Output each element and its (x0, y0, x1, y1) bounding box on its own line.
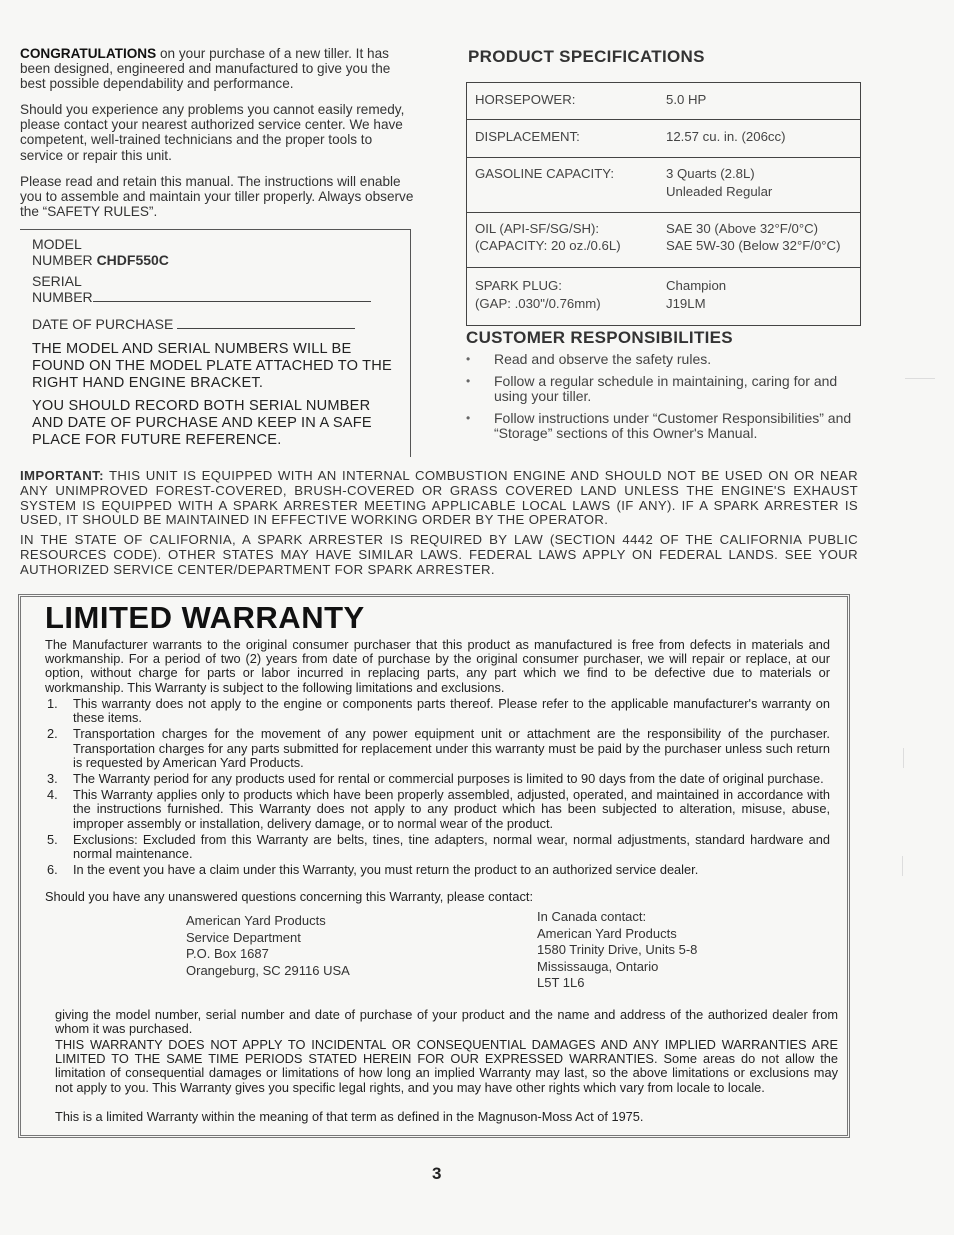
important-notice (20, 469, 858, 528)
date-of-purchase-line (32, 316, 355, 332)
spec-key: DISPLACEMENT: (475, 129, 580, 144)
spec-value-secondary: SAE 5W-30 (Below 32°F/0°C) (666, 238, 841, 253)
important-text: THIS UNIT IS EQUIPPED WITH AN INTERNAL COMBUSTION ENGINE AND SHOULD NOT BE USED ON OR NEAR ANY UNIMPROVED FOREST-COVERED, BRUSH-COVERED OR GRASS COVERED LAND UNLESS THE ENGINE'S EXHAUST SYSTEM IS EQUIPPED WITH A SPARK ARRESTER MEETING APPLICABLE LOCAL LAWS (IF ANY). IF A SPARK ARRESTER IS USED, IT SHOULD BE MAINTAINED IN EFFECTIVE WORKING ORDER BY THE OPERATOR. (20, 468, 859, 528)
spec-key: SPARK PLUG: (475, 278, 562, 293)
spec-row-oil (467, 213, 860, 268)
product-specifications-heading: PRODUCT SPECIFICATIONS (468, 47, 705, 66)
list-item-number: 6. (47, 862, 58, 878)
canada-address (537, 909, 697, 992)
spec-key: HORSEPOWER: (475, 92, 576, 107)
list-item-text: Exclusions: Excluded from this Warranty are belts, tines, tine adapters, normal wear, normal adjustments, standard hardware and normal maintenance. (73, 831, 830, 862)
record-serial-note: YOU SHOULD RECORD BOTH SERIAL NUMBER AND DATE OF PURCHASE AND KEEP IN A SAFE PLACE FOR FUTURE REFERENCE. (32, 398, 372, 448)
spec-value-secondary: Unleaded Regular (666, 184, 773, 199)
spec-value: 3 Quarts (2.8L) (666, 166, 755, 181)
address-line: 1580 Trinity Drive, Units 5-8 (537, 942, 698, 958)
congratulations-label: CONGRATULATIONS (20, 46, 157, 61)
list-item: • Follow a regular schedule in maintaining, caring for and using your tiller. (466, 374, 861, 405)
list-item (45, 788, 830, 831)
address-line: American Yard Products (537, 925, 677, 941)
warranty-giving-details: giving the model number, serial number and date of purchase of your product and the name and address of the authorized dealer from whom it was purchased. (55, 1007, 838, 1037)
scan-speck (902, 856, 903, 876)
list-item-text: This warranty does not apply to the engine or components parts thereof. Please refer to the applicable manufacturer's warranty on these items. (73, 696, 830, 726)
list-item (45, 833, 830, 861)
date-of-purchase-label: DATE OF PURCHASE (32, 316, 174, 332)
spec-key: GASOLINE CAPACITY: (475, 166, 614, 181)
list-item-text: This Warranty applies only to products which have been properly assembled, adjusted, operated, and maintained in accordance with the instructions furnished. This Warranty does not apply to any product which has been subjected to alteration, misuse, abuse, improper assembly or installation, delivery damage, or to normal wear of the product. (73, 787, 830, 831)
specifications-table (466, 82, 861, 326)
model-serial-box (20, 229, 411, 457)
spec-row-horsepower (467, 83, 860, 120)
list-item: • Read and observe the safety rules. (466, 352, 861, 368)
number-label: NUMBER (32, 252, 93, 268)
list-item: • Follow instructions under “Customer Responsibilities” and “Storage” sections of this Owner's Manual. (466, 411, 861, 442)
list-item-number: 5. (47, 831, 58, 847)
serial-label: SERIAL (32, 273, 82, 289)
list-item-text: In the event you have a claim under this Warranty, you must return the product to an authorized service dealer. (73, 862, 699, 878)
spec-value: 5.0 HP (666, 92, 707, 107)
warranty-title: LIMITED WARRANTY (45, 600, 365, 635)
spec-key: OIL (API-SF/SG/SH): (475, 221, 600, 236)
customer-responsibilities-heading: CUSTOMER RESPONSIBILITIES (466, 328, 733, 347)
list-item (45, 863, 830, 877)
responsibilities-list (466, 352, 861, 448)
list-item (45, 727, 830, 770)
spec-key-secondary: (GAP: .030"/0.76mm) (475, 296, 601, 311)
list-item-text: Transportation charges for the movement of any power equipment unit or attachment are the responsibility of the purchaser. Transportation charges for any parts submitted for replacement under this warranty must be paid by the purchaser unless such return is requested by American Yard Products. (73, 726, 830, 770)
list-item (45, 772, 830, 786)
list-item-number: 1. (47, 696, 58, 711)
warranty-questions: Should you have any unanswered questions concerning this Warranty, please contact: (45, 889, 533, 904)
intro-read-manual-paragraph: Please read and retain this manual. The instructions will enable you to assemble and maintain your tiller properly. Always observe the “SAFETY RULES”. (20, 174, 414, 220)
spec-key-secondary: (CAPACITY: 20 oz./0.6L) (475, 238, 621, 253)
list-item-text: The Warranty period for any products used for rental or commercial purposes is limited to 90 days from the date of original purchase. (73, 771, 824, 787)
spec-value: 12.57 cu. in. (206cc) (666, 129, 786, 144)
address-line: L5T 1L6 (537, 975, 585, 991)
list-item-number: 3. (47, 771, 58, 787)
warranty-intro: The Manufacturer warrants to the original consumer purchaser that this product as manufactured is free from defects in materials and workmanship. For a period of two (2) years from date of purchase by the original consumer purchaser, we will repair or replace, at our option, without charge for parts or labor incurred in replacing parts, any part which we find to be defective due to materials or workmanship. This Warranty is subject to the following limitations and exclusions. (45, 637, 830, 695)
spec-value: SAE 30 (Above 32°F/0°C) (666, 221, 819, 236)
model-label: MODEL (32, 236, 82, 252)
serial-number-field[interactable] (93, 289, 371, 302)
address-line: P.O. Box 1687 (186, 946, 269, 962)
address-line: In Canada contact: (537, 909, 647, 924)
congratulations-text: on your purchase of a new tiller. It has been designed, engineered and manufactured to give you the best possible dependability and performance. (20, 46, 391, 92)
model-number: CHDF550C (96, 252, 169, 268)
model-number-line (32, 252, 169, 268)
list-item-number: 2. (47, 726, 58, 742)
california-notice: IN THE STATE OF CALIFORNIA, A SPARK ARRESTER IS REQUIRED BY LAW (SECTION 4442 OF THE CALIFORNIA PUBLIC RESOURCES CODE). OTHER STATES MAY HAVE SIMILAR LAWS. FEDERAL LAWS APPLY ON FEDERAL LANDS. SEE YOUR AUTHORIZED SERVICE CENTER/DEPARTMENT FOR SPARK ARRESTER. (20, 532, 858, 577)
spec-row-spark-plug (467, 268, 860, 326)
spec-row-gasoline (467, 158, 860, 213)
list-item (45, 697, 830, 725)
spec-value: Champion (666, 278, 727, 293)
address-line: Service Department (186, 929, 301, 945)
serial-number-line (32, 289, 371, 305)
scan-speck (905, 378, 935, 379)
date-of-purchase-field[interactable] (177, 316, 355, 329)
model-plate-note: THE MODEL AND SERIAL NUMBERS WILL BE FOUND ON THE MODEL PLATE ATTACHED TO THE RIGHT HAND ENGINE BRACKET. (32, 341, 392, 391)
warranty-exclusions-list (45, 697, 830, 879)
important-label: IMPORTANT: (20, 468, 104, 483)
list-item-number: 4. (47, 787, 58, 803)
spec-value-secondary: J19LM (666, 296, 706, 311)
page-number: 3 (432, 1164, 442, 1183)
us-address (186, 913, 350, 979)
scan-speck (903, 748, 904, 768)
spec-row-displacement (467, 120, 860, 158)
address-line: Mississauga, Ontario (537, 958, 659, 974)
warranty-disclaimer: THIS WARRANTY DOES NOT APPLY TO INCIDENTAL OR CONSEQUENTIAL DAMAGES AND ANY IMPLIED WARRANTIES ARE LIMITED TO THE SAME TIME PERIODS STATED HEREIN FOR OUR EXPRESSED WARRANTIES. Some areas do not allow the limitation of consequential damages or limitations of how long an implied Warranty may last, so the above limitations or exclusions may not apply to you. This Warranty gives you specific legal rights, and you may have other rights which vary from locale to locale. (55, 1037, 838, 1095)
address-line: American Yard Products (186, 913, 326, 928)
address-line: Orangeburg, SC 29116 USA (186, 962, 350, 978)
serial-number-label: NUMBER (32, 289, 93, 305)
warranty-magnuson-moss: This is a limited Warranty within the meaning of that term as defined in the Magnuson-Moss Act of 1975. (55, 1109, 644, 1124)
intro-service-paragraph: Should you experience any problems you cannot easily remedy, please contact your nearest authorized service center. We have competent, well-trained technicians and the proper tools to service or repair this unit. (20, 102, 405, 163)
intro-congratulations (20, 46, 414, 92)
